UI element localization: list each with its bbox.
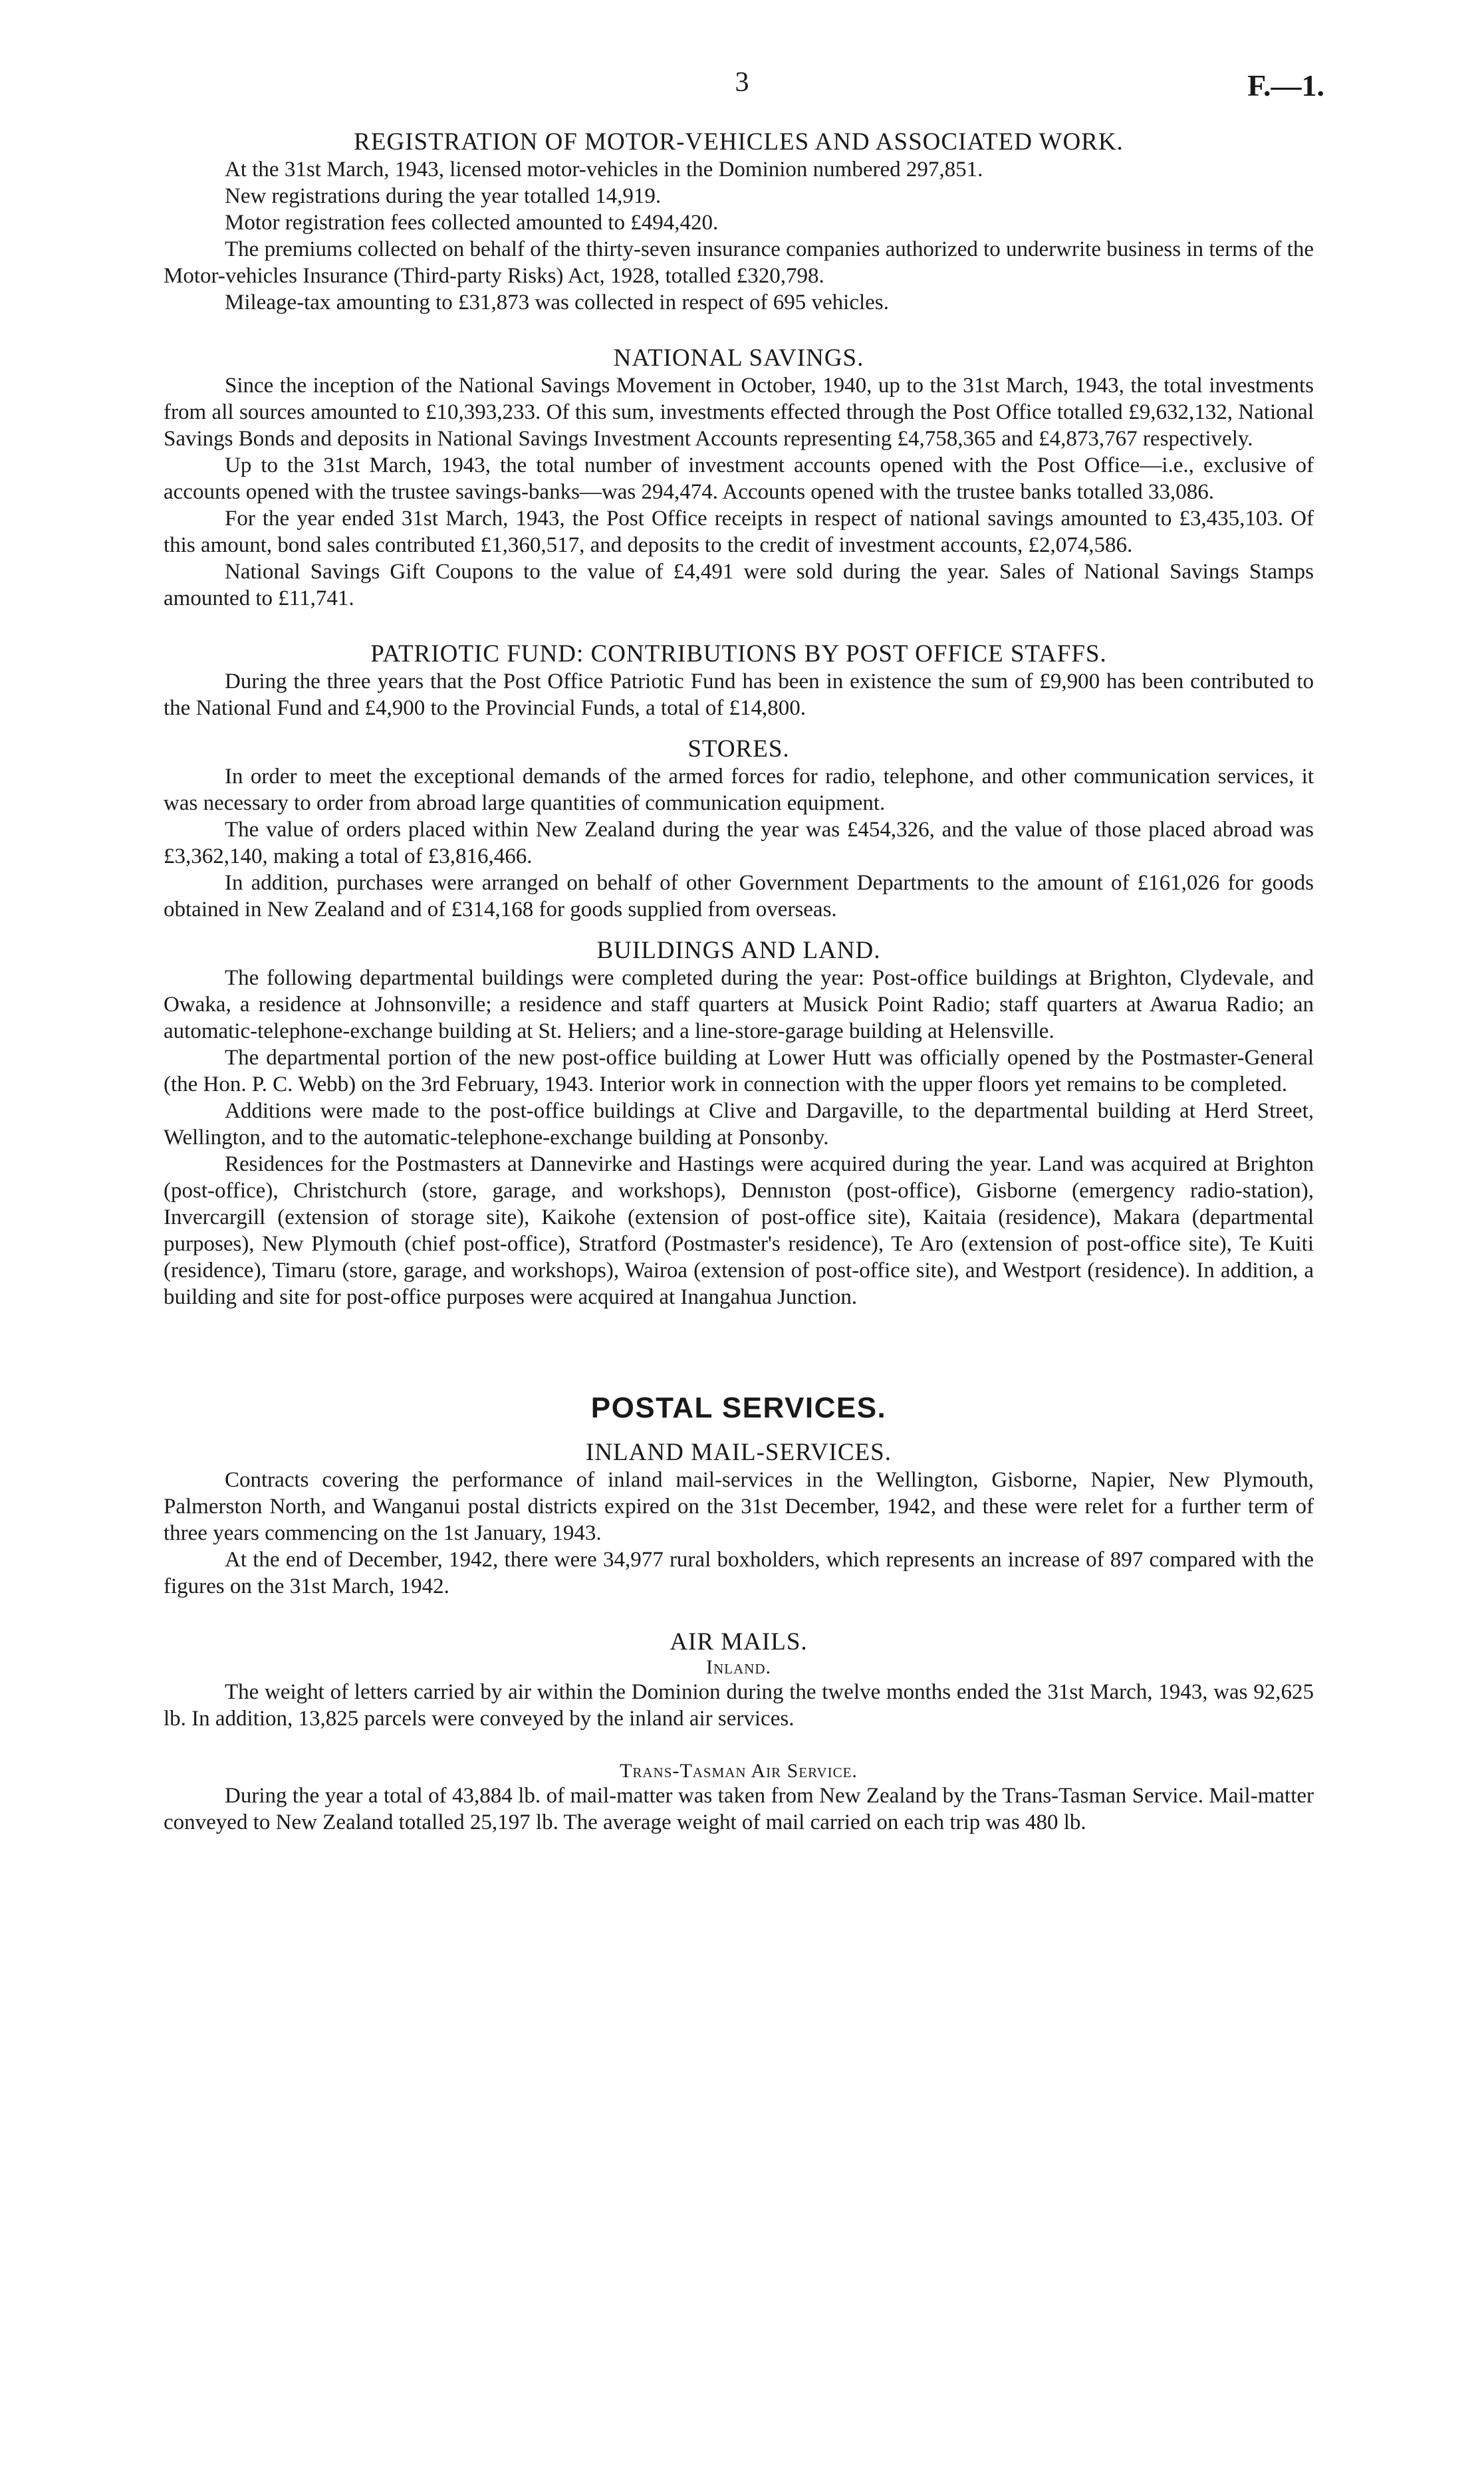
paragraph: Since the inception of the National Savings Movement in October, 1940, up to the 31st March, 1943, the total investments from all sources amounted to £10,393,233. Of this sum, investments effected through the Post Office totalled £9,632,132, National Savings Bonds and deposits in National Savings Investment Accounts representing £4,758,365 and £4,873,767 respectively. (164, 374, 1314, 451)
paragraph: Up to the 31st March, 1943, the total number of investment accounts opened with the Post Office—i.e., exclusive of accounts opened with the trustee savings-banks—was 294,474. Accounts opened with the trustee banks totalled 33,086. (164, 453, 1314, 504)
section-heading: NATIONAL SAVINGS. (613, 344, 864, 372)
document-code: F.—1. (1247, 68, 1324, 102)
section-heading: BUILDINGS AND LAND. (596, 937, 881, 964)
page-body (164, 128, 1314, 1836)
paragraph: Mileage-tax amounting to £31,873 was collected in respect of 695 vehicles. (225, 291, 889, 314)
paragraph: Motor registration fees collected amounted to £494,420. (225, 211, 719, 235)
paragraph: During the three years that the Post Office Patriotic Fund has been in existence the sum of £9,900 has been contributed to the National Fund and £4,900 to the Provincial Funds, a total of £14,800. (164, 670, 1314, 720)
paragraph: New registrations during the year totalled 14,919. (225, 184, 662, 208)
section-heading: STORES. (687, 735, 790, 763)
section-stores (164, 735, 1314, 923)
section-buildings-and-land (164, 936, 1314, 1310)
paragraph: The following departmental buildings were completed during the year: Post-office buildings at Brighton, Clydevale, and Owaka, a residence at Johnsonville; a residence and staff quarters at Musick Point Radio; staff quarters at Awarua Radio; an automatic-telephone-exchange building at St. Heliers; and a line-store-garage building at Helensville. (164, 966, 1314, 1043)
paragraph: The premiums collected on behalf of the thirty-seven insurance companies authorized to underwrite business in terms of the Motor-vehicles Insurance (Third-party Risks) Act, 1928, totalled £320,798. (164, 237, 1314, 288)
section-motor-vehicles (164, 128, 1314, 316)
section-heading: PATRIOTIC FUND: CONTRIBUTIONS BY POST OFFICE STAFFS. (370, 640, 1107, 668)
paragraph: The departmental portion of the new post-office building at Lower Hutt was officially opened by the Postmaster-General (the Hon. P. C. Webb) on the 3rd February, 1943. Interior work in connection with the upper floors yet remains to be completed. (164, 1046, 1314, 1096)
subsection-heading: Trans-Tasman Air Service. (620, 1760, 858, 1782)
paragraph: Contracts covering the performance of inland mail-services in the Wellington, Gisborne, Napier, New Plymouth, Palmerston North, and Wanganui postal districts expired on the 31st December, 1942, and these were relet for a further term of three years commencing on the 1st January, 1943. (164, 1468, 1314, 1545)
paragraph: The weight of letters carried by air within the Dominion during the twelve months ended the 31st March, 1943, was 92,625 lb. In addition, 13,825 parcels were conveyed by the inland air services. (164, 1680, 1314, 1731)
paragraph: In addition, purchases were arranged on behalf of other Government Departments to the amount of £161,026 for goods obtained in New Zealand and of £314,168 for goods supplied from overseas. (164, 871, 1314, 922)
major-heading: POSTAL SERVICES. (590, 1392, 887, 1424)
paragraph: Additions were made to the post-office buildings at Clive and Dargaville, to the departmental building at Herd Street, Wellington, and to the automatic-telephone-exchange building at Ponsonby. (164, 1099, 1314, 1150)
paragraph: At the end of December, 1942, there were 34,977 rural boxholders, which represents an increase of 897 compared with the figures on the 31st March, 1942. (164, 1548, 1314, 1598)
subsection-heading: Inland. (706, 1656, 771, 1678)
paragraph: For the year ended 31st March, 1943, the Post Office receipts in respect of national savings amounted to £3,435,103. Of this amount, bond sales contributed £1,360,517, and deposits to the credit of investment accounts, £2,074,586. (164, 507, 1314, 557)
section-postal-services (164, 1392, 1314, 1836)
section-heading: AIR MAILS. (670, 1628, 808, 1656)
paragraph: At the 31st March, 1943, licensed motor-vehicles in the Dominion numbered 297,851. (225, 158, 983, 182)
section-heading: INLAND MAIL-SERVICES. (586, 1439, 892, 1466)
section-national-savings (164, 344, 1314, 612)
page-number: 3 (735, 67, 749, 98)
paragraph: National Savings Gift Coupons to the value of £4,491 were sold during the year. Sales of National Savings Stamps amounted to £11,741. (164, 560, 1314, 610)
section-heading: REGISTRATION OF MOTOR-VEHICLES AND ASSOCIATED WORK. (354, 128, 1124, 156)
paragraph: The value of orders placed within New Zealand during the year was £454,326, and the value of those placed abroad was £3,362,140, making a total of £3,816,466. (164, 818, 1314, 868)
paragraph: Residences for the Postmasters at Dannevirke and Hastings were acquired during the year. Land was acquired at Brighton (post-office), Christchurch (store, garage, and workshops), Dennıston (post-office), Gisborne (emergency radio-station), Invercargill (extension of storage site), Kaikohe (extension of post-office site), Kaitaia (residence), Makara (departmental purposes), New Plymouth (chief post-office), Stratford (Postmaster's residence), Te Aro (extension of post-office site), Te Kuiti (residence), Timaru (store, garage, and workshops), Wairoa (extension of post-office site), and Westport (residence). In addition, a building and site for post-office purposes were acquired at Inangahua Junction. (164, 1152, 1314, 1309)
paragraph: In order to meet the exceptional demands of the armed forces for radio, telephone, and other communication services, it was necessary to order from abroad large quantities of communication equipment. (164, 765, 1314, 815)
paragraph: During the year a total of 43,884 lb. of mail-matter was taken from New Zealand by the Trans-Tasman Service. Mail-matter conveyed to New Zealand totalled 25,197 lb. The average weight of mail carried on each trip was 480 lb. (164, 1784, 1314, 1834)
section-patriotic-fund (164, 640, 1314, 721)
